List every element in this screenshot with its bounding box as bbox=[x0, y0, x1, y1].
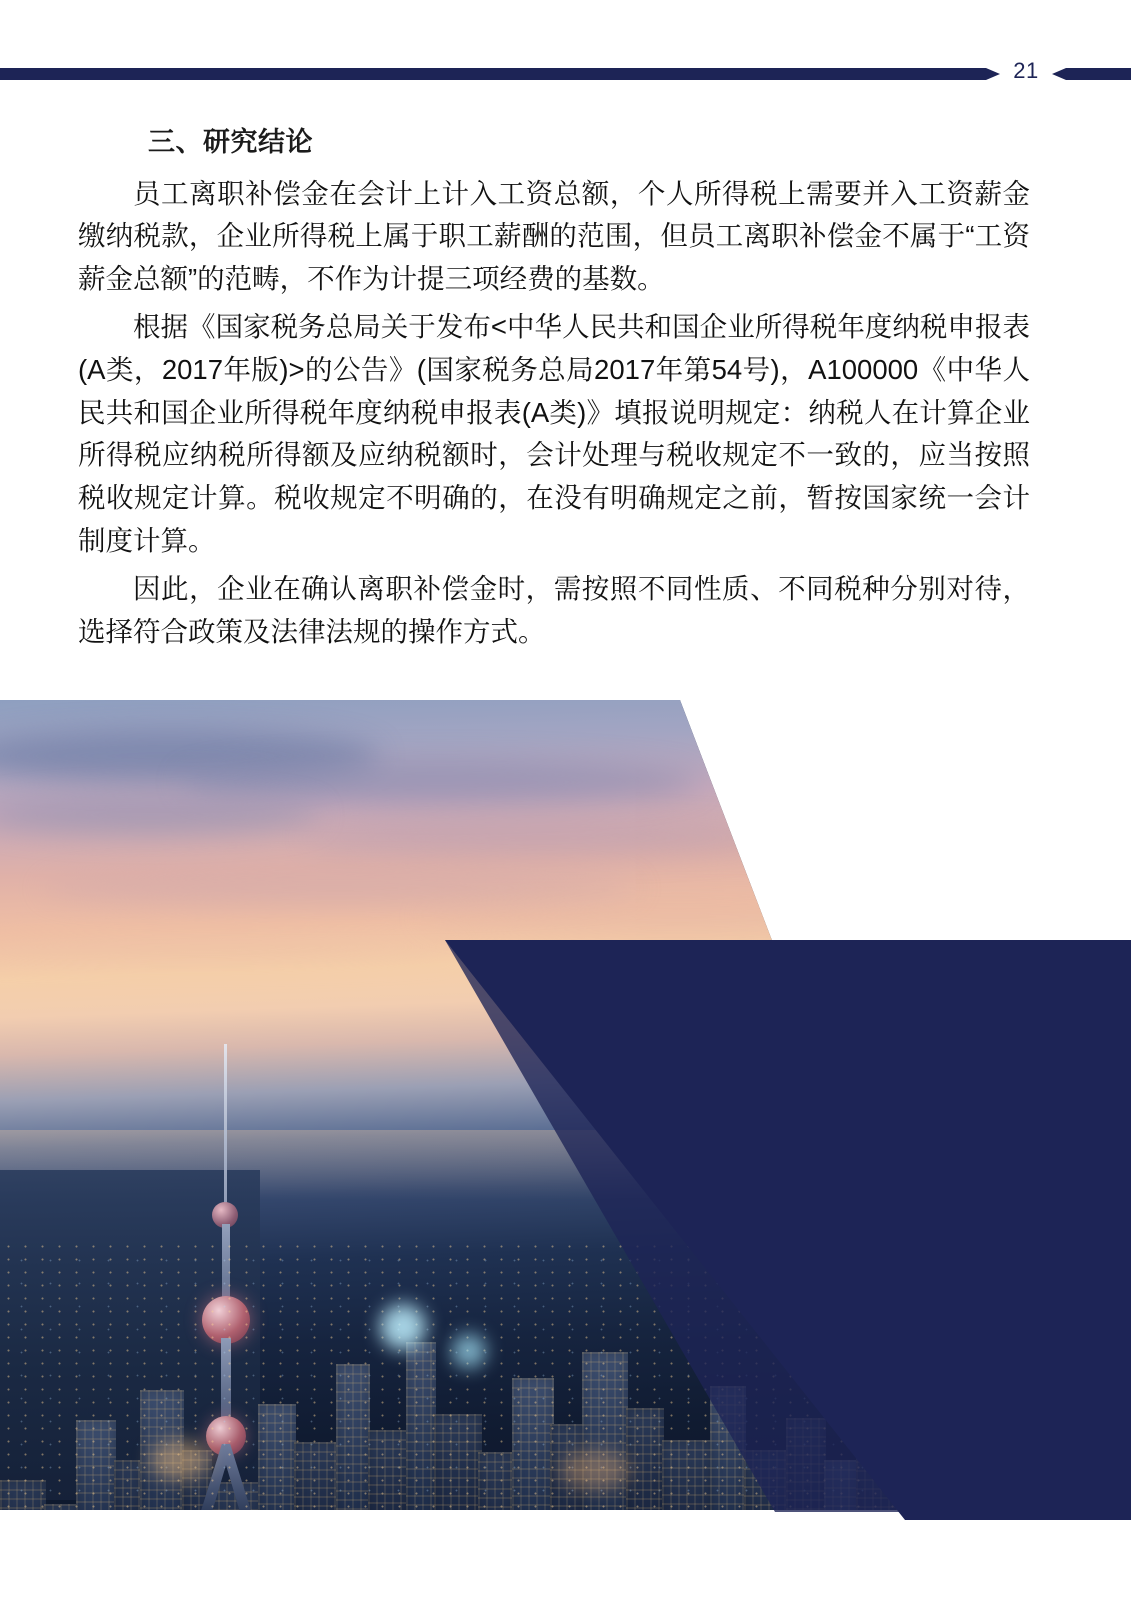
light-glow bbox=[452, 1334, 486, 1368]
building bbox=[44, 1504, 78, 1600]
light-glow bbox=[560, 1450, 630, 1490]
light-glow bbox=[150, 1440, 210, 1480]
header-rule-left bbox=[0, 68, 1000, 80]
paragraph-1: 员工离职补偿金在会计上计入工资总额，个人所得税上需要并入工资薪金缴纳税款，企业所得税上属于职工薪酬的范围，但员工离职补偿金不属于“工资薪金总额”的范畴，不作为计提三项经费的基数。 bbox=[78, 177, 1030, 294]
tower-spire bbox=[224, 1044, 227, 1214]
paragraph-2: 根据《国家税务总局关于发布<中华人民共和国企业所得税年度纳税申报表(A类，2017年版)>的公告》(国家税务总局2017年第54号)，A100000《中华人民共和国企业所得税年度纳税申报表(A类)》填报说明规定：纳税人在计算企业所得税应纳税所得额及应纳税额时，会计处理与税收规定不一致的，应当按照税收规定计算。税收规定不明确的，在没有明确规定之前，暂按国家统一会计制度计算。 bbox=[78, 311, 1030, 556]
header-rule-right bbox=[1052, 68, 1131, 80]
cloud-streak bbox=[180, 760, 700, 804]
cloud-streak bbox=[420, 900, 940, 934]
section-heading: 三、研究结论 bbox=[148, 127, 313, 157]
article-content bbox=[78, 122, 1030, 659]
page-artwork bbox=[0, 700, 1131, 1600]
paragraph-3: 因此，企业在确认离职补偿金时，需按照不同性质、不同税种分别对待，选择符合政策及法律法规的操作方式。 bbox=[78, 573, 1030, 647]
light-glow bbox=[380, 1304, 426, 1350]
page-number: 21 bbox=[1013, 58, 1039, 83]
cloud-streak bbox=[300, 820, 780, 856]
